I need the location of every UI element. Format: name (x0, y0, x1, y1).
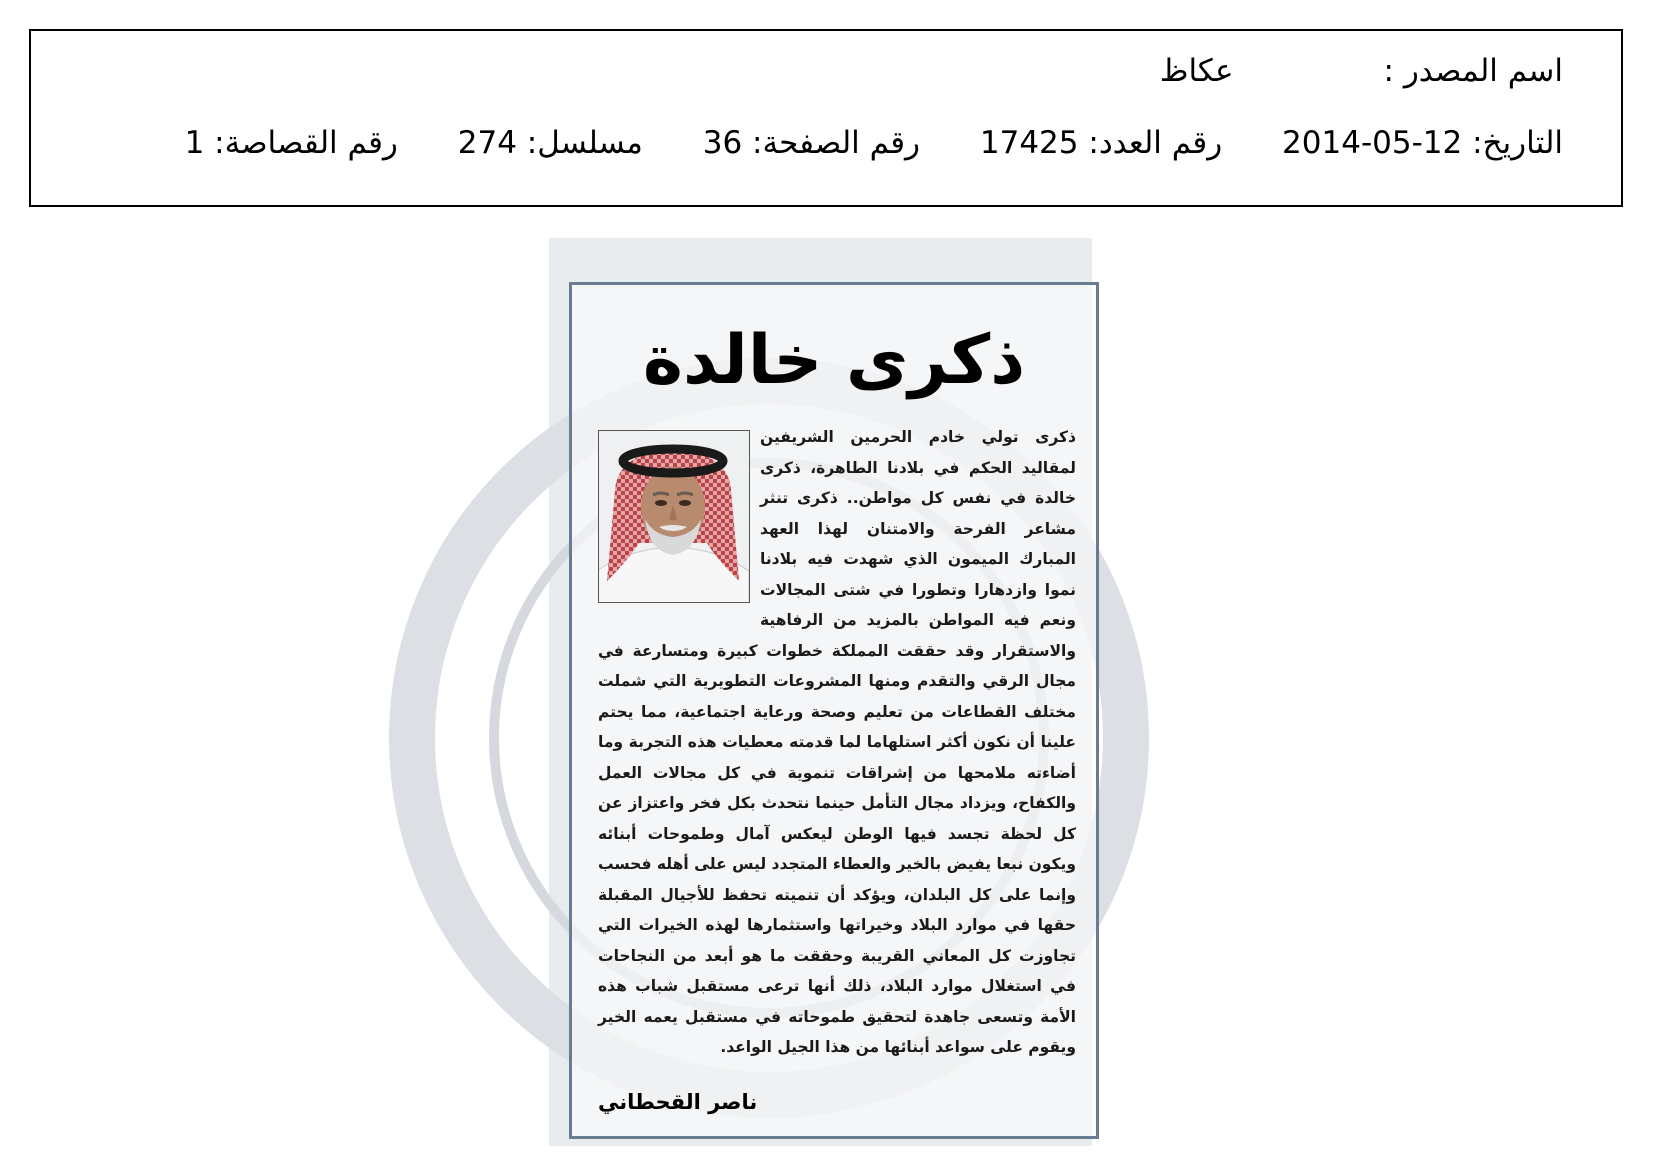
article-body-text: ذكرى تولي خادم الحرمين الشريفين لمقاليد الحكم في بلادنا الطاهرة، ذكرى خالدة في نفس كل مواطن.. ذكرى تنثر مشاعر الفرحة والامتنان لهذا العهد المبارك الميمون الذي شهدت فيه بلادنا نموا وازدهارا وتطورا في شتى المجالات ونعم فيه المواطن بالمزيد من الرفاهية والاستقرار وقد حققت المملكة خطوات كبيرة ومتسارعة في مجال الرقي والتقدم ومنها المشروعات التطويرية التي شملت مختلف القطاعات من تعليم وصحة ورعاية اجتماعية، مما يحتم علينا أن نكون أكثر استلهاما لما قدمته معطيات هذه التجربة وما أضاءته ملامحها من إشراقات تنموية في كل مجالات العمل والكفاح، ويزداد مجال التأمل حينما نتحدث بكل فخر واعتزاز عن كل لحظة تجسد فيها الوطن ليعكس آمال وطموحات أبنائه ويكون نبعا يفيض بالخير والعطاء المتجدد ليس على أهله فحسب وإنما على كل البلدان، ويؤكد أن تنميته تحفظ للأجيال المقبلة حقها في موارد البلاد وخيراتها واستثمارها لهذه الخيرات التي تجاوزت كل المعاني القريبة وحققت ما هو أبعد من النجاحات في استغلال موارد البلاد، ذلك أنها ترعى مستقبل شباب هذه الأمة وتسعى جاهدة لتحقيق طموحاته في مستقبل يعمه الخير ويقوم على سواعد أبنائها من هذا الجيل الواعد. (598, 428, 1076, 1056)
newspaper-clipping (549, 238, 1092, 1146)
article-headline: ذكرى خالدة (642, 321, 1026, 400)
article-frame (569, 282, 1099, 1139)
page-number-field: رقم الصفحة: 36 (702, 125, 921, 161)
issue-number-field: رقم العدد: 17425 (979, 125, 1223, 161)
source-row (1160, 53, 1563, 89)
article-body-container (598, 422, 1076, 1063)
serial-field: مسلسل: 274 (457, 125, 643, 161)
source-info-box (29, 29, 1623, 207)
metadata-row (185, 125, 1563, 161)
author-photo (598, 430, 750, 603)
clip-number-field: رقم القصاصة: 1 (184, 125, 398, 161)
source-label: اسم المصدر : (1383, 53, 1563, 89)
date-field: التاريخ: 12-05-2014 (1282, 125, 1563, 161)
source-value: عكاظ (1159, 53, 1234, 89)
author-name: ناصر القحطاني (598, 1090, 758, 1114)
author-portrait-image (598, 431, 749, 603)
